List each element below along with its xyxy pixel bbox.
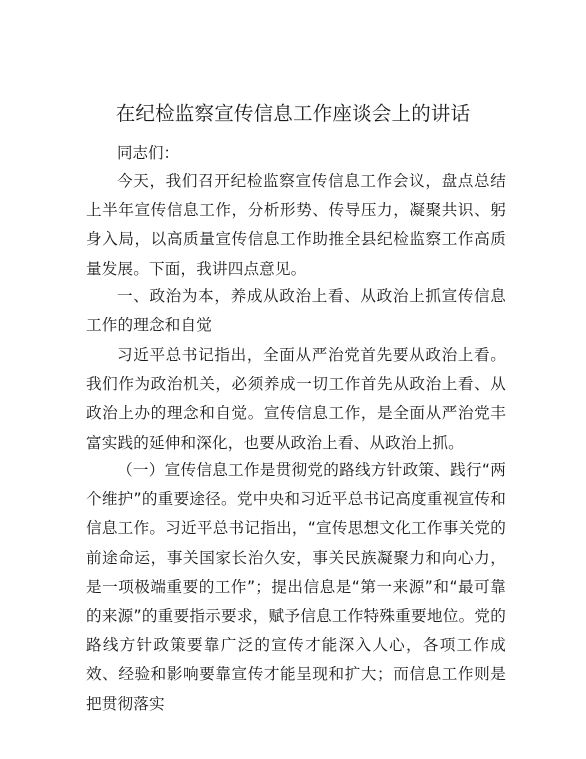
section-heading-1: [86, 282, 506, 340]
document-title: 在纪检监察宣传信息工作座谈会上的讲话: [115, 102, 471, 125]
salutation: 同志们：: [117, 144, 180, 162]
paragraph-text: 今天，我们召开纪检监察宣传信息工作会议，盘点总结上半年宣传信息工作，分析形势、传导压力，凝聚共识、躬身入局，以高质量宣传信息工作助推全县纪检监察工作高质量发展。下面，我讲四点意见。: [86, 172, 506, 278]
paragraph-text: （一）宣传信息工作是贯彻党的路线方针政策、践行“两个维护”的重要途径。党中央和习近平总书记高度重视宣传和信息工作。习近平总书记指出，“宣传思想文化工作事关党的前途命运，事关国家长治久安，事关民族凝聚力和向心力，是一项极端重要的工作”；提出信息是“第一来源”和“最可靠的来源”的重要指示要求，赋予信息工作特殊重要地位。党的路线方针政策要靠广泛的宣传才能深入人心，各项工作成效、经验和影响要靠宣传才能呈现和扩大；而信息工作则是把贯彻落实: [86, 461, 506, 713]
section-heading-text: 一、政治为本，养成从政治上看、从政治上抓宣传信息工作的理念和自觉: [86, 287, 506, 335]
paragraph-opening: [86, 167, 506, 284]
paragraph-section-1: [86, 341, 506, 458]
paragraph-subsection-1: [86, 456, 506, 719]
paragraph-text: 习近平总书记指出，全面从严治党首先要从政治上看。我们作为政治机关，必须养成一切工作首先从政治上看、从政治上办的理念和自觉。宣传信息工作，是全面从严治党丰富实践的延伸和深化，也要从政治上看、从政治上抓。: [86, 346, 506, 452]
